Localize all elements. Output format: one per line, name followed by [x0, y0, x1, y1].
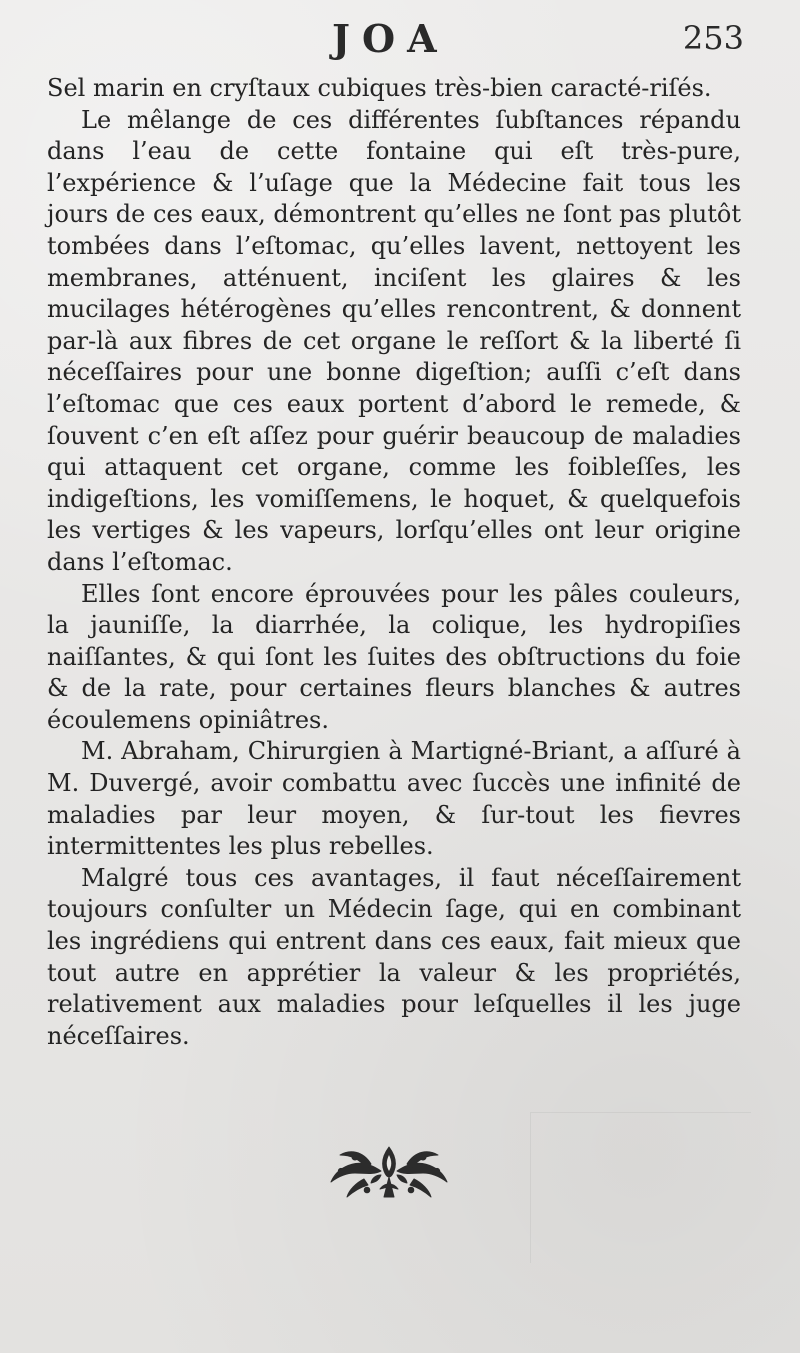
running-head: [0, 16, 800, 70]
body-text: [47, 73, 741, 1052]
paragraph-1: Sel marin en cryſtaux cubiques très-bien caracté-riſés.: [47, 74, 712, 102]
paragraph-3: Elles ſont encore éprouvées pour les pâles couleurs, la jauniſſe, la diarrhée, la colique, les hydropiſies naiſſantes, & qui ſont les ſuites des obſtructions du foie & de la rate, pour certaines fleurs blanches & autres écoulemens opiniâtres.: [47, 579, 741, 734]
paragraph-2: Le mêlange de ces différentes ſubſtances répandu dans l’eau de cette fontaine qui eſt très-pure, l’expérience & l’uſage que la Médecine fait tous les jours de ces eaux, démontrent qu’elles ne ſont pas plutôt tombées dans l’eſtomac, qu’elles lavent, nettoyent les membranes, atténuent, inciſent les glaires & les mucilages hétérogènes qu’elles rencontrent, & donnent par-là aux fibres de cet organe le reſſort & la liberté ſi néceſſaires pour une bonne digeſtion; auſſi c’eſt dans l’eſtomac que ces eaux portent d’abord le remede, & ſouvent c’en eſt aſſez pour guérir beaucoup de maladies qui attaquent cet organe, comme les foibleſſes, les indigeſtions, les vomiſſemens, le hoquet, & quelquefois les vertiges & les vapeurs, lorſqu’elles ont leur origine dans l’eſtomac.: [47, 105, 741, 576]
show-through-bleed: [530, 1112, 751, 1263]
paragraph-5: Malgré tous ces avantages, il faut néceſſairement toujours conſulter un Médecin ſage, qui en combinant les ingrédiens qui entrent dans ces eaux, fait mieux que tout autre en apprétier la valeur & les propriétés, relativement aux maladies pour leſquelles il les juge néceſſaires.: [47, 863, 741, 1050]
page-number: 253: [682, 19, 744, 57]
running-title: JOA: [332, 16, 449, 61]
paragraph-4: M. Abraham, Chirurgien à Martigné-Briant, a aſſuré à M. Duvergé, avoir combattu avec ſuccès une infinité de maladies par leur moyen, & ſur-tout les fievres intermittentes les plus rebelles.: [47, 737, 741, 861]
floral-ornament-icon: [323, 1137, 455, 1201]
